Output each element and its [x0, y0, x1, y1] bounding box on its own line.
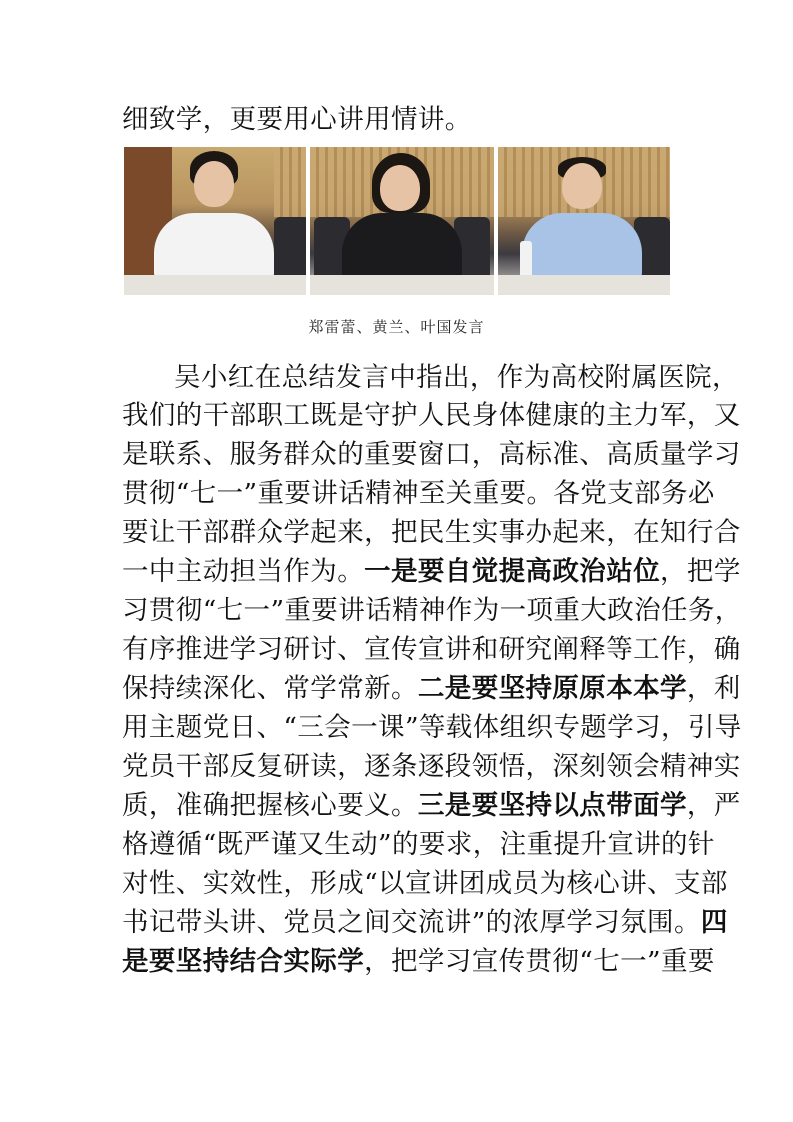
body-line-11: 党员干部反复研读，逐条逐段领悟，深刻领会精神实: [122, 751, 741, 782]
body-line-5: 要让干部群众学起来，把民生实事办起来，在知行合: [122, 517, 741, 548]
body-line-15: [122, 907, 728, 938]
body-line-10: 用主题党日、“三会一课”等载体组织专题学习，引导: [122, 712, 742, 743]
body-line-12-c: ，严: [686, 790, 741, 821]
photo-huang-lan: [310, 147, 494, 295]
photo-strip: [124, 147, 670, 295]
key-point-2: 二是要坚持原原本本学: [417, 673, 687, 704]
body-line-13: 格遵循“既严谨又生动”的要求，注重提升宣讲的针: [122, 829, 715, 860]
body-line-6: [122, 556, 741, 587]
body-line-1: 吴小红在总结发言中指出，作为高校附属医院，: [174, 362, 739, 393]
photo-zheng-leilei: [124, 147, 306, 295]
body-line-14: 对性、实效性，形成“以宣讲团成员为核心讲、支部: [122, 868, 728, 899]
body-line-12-a: 质，准确把握核心要义。: [122, 790, 418, 821]
body-line-9-a: 保持续深化、常学常新。: [122, 673, 418, 704]
key-point-1: 一是要自觉提高政治站位: [364, 556, 661, 587]
photo-caption: 郑雷蕾、黄兰、叶国发言: [308, 318, 485, 336]
body-line-15-a: 书记带头讲、党员之间交流讲”的浓厚学习氛围。: [122, 907, 701, 938]
body-line-3: 是联系、服务群众的重要窗口，高标准、高质量学习: [122, 439, 741, 470]
key-point-3: 三是要坚持以点带面学: [417, 790, 687, 821]
key-point-4: 是要坚持结合实际学: [122, 946, 365, 977]
intro-line: 细致学，更要用心讲用情讲。: [122, 104, 472, 135]
body-line-6-a: 一中主动担当作为。: [122, 556, 365, 587]
body-line-16-b: ，把学习宣传贯彻“七一”重要: [364, 946, 715, 977]
body-line-9-c: ，利: [686, 673, 741, 704]
body-line-6-c: ，把学: [660, 556, 741, 587]
body-line-8: 有序推进学习研讨、宣传宣讲和研究阐释等工作，确: [122, 634, 741, 665]
body-line-7: 习贯彻“七一”重要讲话精神作为一项重大政治任务，: [122, 595, 742, 626]
body-line-9: [122, 673, 741, 704]
body-line-4: 贯彻“七一”重要讲话精神至关重要。各党支部务必: [122, 478, 715, 509]
body-line-16: [122, 946, 715, 977]
key-point-4-start: 四: [700, 907, 728, 938]
body-line-2: 我们的干部职工既是守护人民身体健康的主力军，又: [122, 400, 741, 431]
photo-ye-guo: [498, 147, 670, 295]
body-line-12: [122, 790, 741, 821]
